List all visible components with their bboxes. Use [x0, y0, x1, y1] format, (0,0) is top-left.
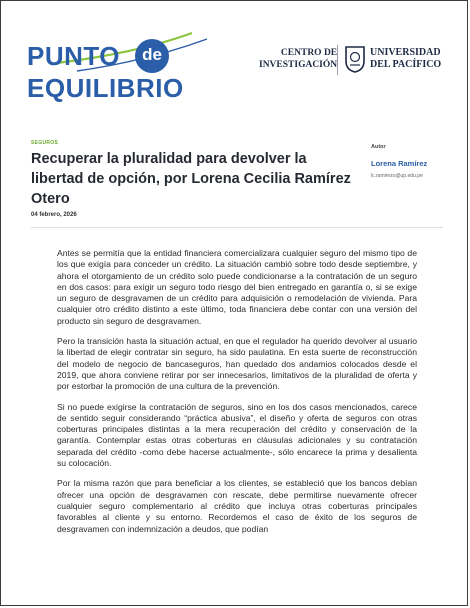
- article-title: Recuperar la pluralidad para devolver la libertad de opción, por Lorena Cecilia Ramírez Otero: [31, 151, 351, 207]
- punto-de-equilibrio-logo[interactable]: [17, 31, 217, 109]
- body-paragraph: Si no puede exigirse la contratación de seguros, sino en los dos casos mencionados, carece de sentido seguir considerando “práctica abusiva”, el diseño y oferta de seguros con otras coberturas principales distintas a la mera recuperación del crédito y conservación de la garantía. Contemplar estas otras coberturas en cláusulas adicionales y su contratación separada del crédito -como debe hacerse actualmente-, sólo encarece la prima y desalienta su colocación.: [57, 401, 417, 469]
- logo-word-de: de: [135, 39, 169, 73]
- author-label: Autor: [371, 144, 386, 150]
- research-center-line1: CENTRO DE: [280, 48, 338, 58]
- university-name: [370, 47, 441, 71]
- body-paragraph: Antes se permitía que la entidad financiera comercializara cualquier seguro del mismo tipo de los que exigía para conceder un crédito. La situación cambió sobre todo desde septiembre, y ahora el otorgamiento de un crédito solo puede condicionarse a la contratación de un seguro en dos casos: para exigir un seguro todo riesgo del bien entregado en garantía o, si se exige un seguro de desgravamen de un crédito para adquisición o remodelación de vivienda. Para cualquier otro crédito distinto a este último, toda financiera debe contar con una versión del producto sin seguro de desgravamen.: [57, 248, 417, 326]
- header: [1, 1, 467, 116]
- research-center-line2: INVESTIGACIÓN: [259, 60, 338, 70]
- category-tag[interactable]: SEGUROS: [31, 140, 59, 146]
- university-line2: DEL PACÍFICO: [370, 59, 442, 70]
- author-name-link[interactable]: Lorena Ramírez: [371, 159, 428, 168]
- research-center-name: [259, 47, 337, 71]
- university-seal-icon: [344, 45, 366, 73]
- logo-word-punto: PUNTO: [27, 41, 121, 71]
- body-paragraph: Pero la transición hasta la situación actual, en que el regulador ha querido devolver al usuario la libertad de elegir contratar sin seguro, ha sido paulatina. En esta suerte de reconstrucción del modelo de negocio de bancaseguros, han quedado dos andamios colocados desde el 2019, que ahora conviene retirar por ser innecesarios, limitativos de la pluralidad de oferta y por estorbar la promoción de una cultura de la prevención.: [57, 336, 417, 392]
- university-line1: UNIVERSIDAD: [370, 47, 441, 58]
- header-divider: [337, 45, 338, 75]
- header-rule: [31, 227, 443, 228]
- author-email[interactable]: lc.ramirezo@up.edu.pe: [371, 173, 423, 179]
- logo-word-equilibrio: EQUILIBRIO: [27, 73, 184, 103]
- body-paragraph: Por la misma razón que para beneficiar a los clientes, se estableció que los bancos debían ofrecer una opción de desgravamen con rescate, debe permitirse nuevamente ofrecer cualquier seguro complementario al crédito que incluya otras coberturas principales favorables al cliente y su entorno. Recordemos el caso de éxito de los seguros de desgravamen con indemnización a deudos, que podían: [57, 478, 417, 534]
- article-body: [57, 248, 417, 544]
- publish-date: 04 febrero, 2026: [31, 212, 77, 218]
